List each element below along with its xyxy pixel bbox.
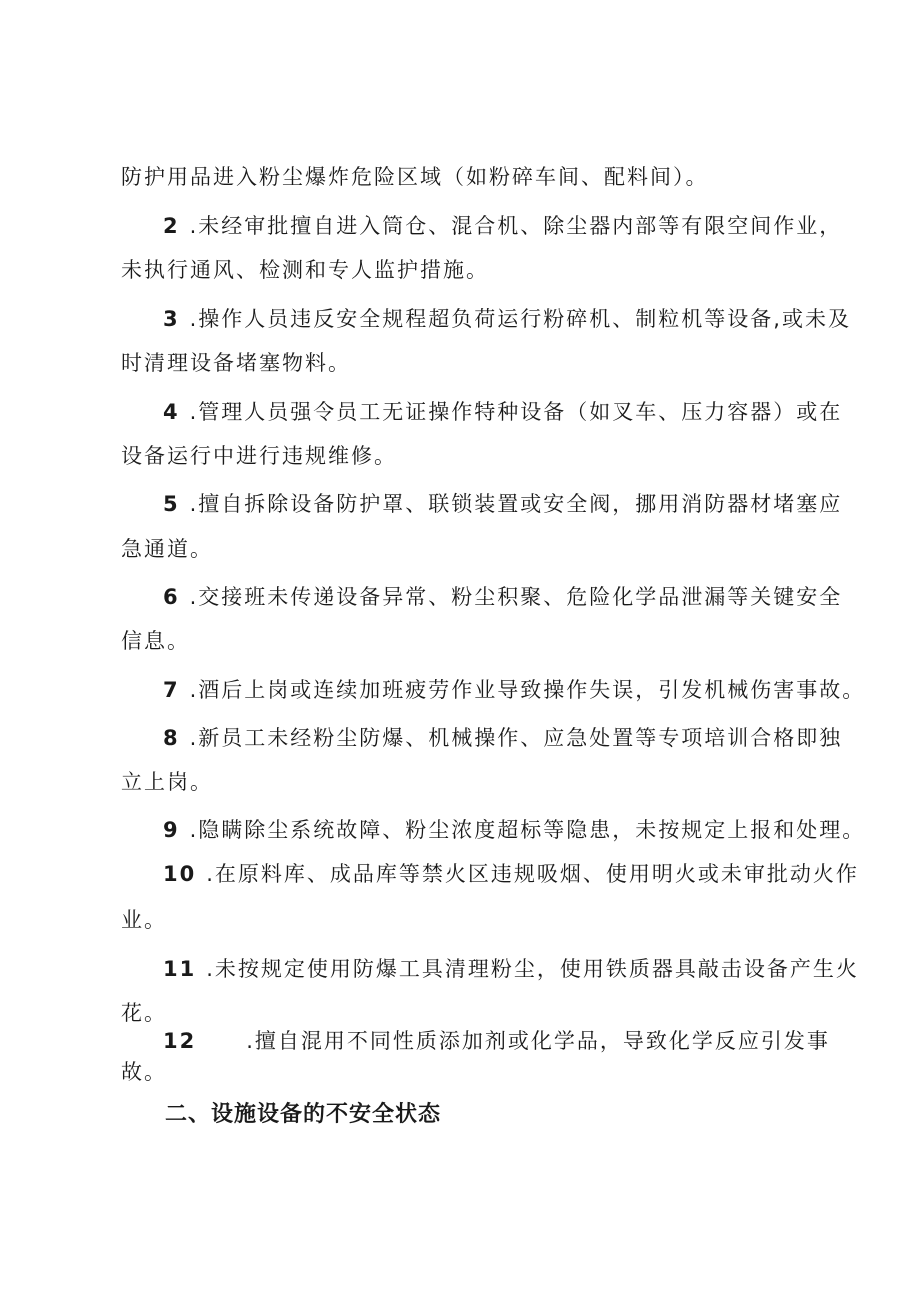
paragraph-line: 花。: [121, 1001, 167, 1025]
list-item-12: 12 .擅自混用不同性质添加剂或化学品，导致化学反应引发事: [163, 1029, 830, 1053]
paragraph-line: 防护用品进入粉尘爆炸危险区域（如粉碎车间、配料间）。: [121, 165, 709, 189]
list-item-8: 8 .新员工未经粉尘防爆、机械操作、应急处置等专项培训合格即独: [163, 726, 843, 750]
list-item-6: 6 .交接班未传递设备异常、粉尘积聚、危险化学品泄漏等关键安全: [163, 585, 843, 609]
list-item-3: 3 .操作人员违反安全规程超负荷运行粉碎机、制粒机等设备,或未及: [163, 307, 851, 331]
list-item-7: 7 .酒后上岗或连续加班疲劳作业导致操作失误，引发机械伤害事故。: [163, 678, 866, 702]
paragraph-line: 急通道。: [121, 537, 213, 561]
paragraph-line: 未执行通风、检测和专人监护措施。: [121, 258, 489, 282]
list-item-9: 9 .隐瞒除尘系统故障、粉尘浓度超标等隐患，未按规定上报和处理。: [163, 818, 866, 842]
list-item-4: 4 .管理人员强令员工无证操作特种设备（如叉车、压力容器）或在: [163, 400, 843, 424]
list-item-5: 5 .擅自拆除设备防护罩、联锁装置或安全阀，挪用消防器材堵塞应: [163, 492, 843, 516]
paragraph-line: 业。: [121, 908, 167, 932]
section-heading: 二、设施设备的不安全状态: [165, 1102, 442, 1127]
list-item-10: 10 .在原料库、成品库等禁火区违规吸烟、使用明火或未审批动火作: [163, 862, 859, 886]
paragraph-line: 故。: [121, 1060, 167, 1084]
list-item-11: 11 .未按规定使用防爆工具清理粉尘，使用铁质器具敲击设备产生火: [163, 957, 859, 981]
paragraph-line: 立上岗。: [121, 770, 213, 794]
paragraph-line: 时清理设备堵塞物料。: [121, 351, 351, 375]
paragraph-line: 信息。: [121, 629, 190, 653]
list-item-2: 2 .未经审批擅自进入筒仓、混合机、除尘器内部等有限空间作业，: [163, 214, 843, 238]
paragraph-line: 设备运行中进行违规维修。: [121, 444, 397, 468]
